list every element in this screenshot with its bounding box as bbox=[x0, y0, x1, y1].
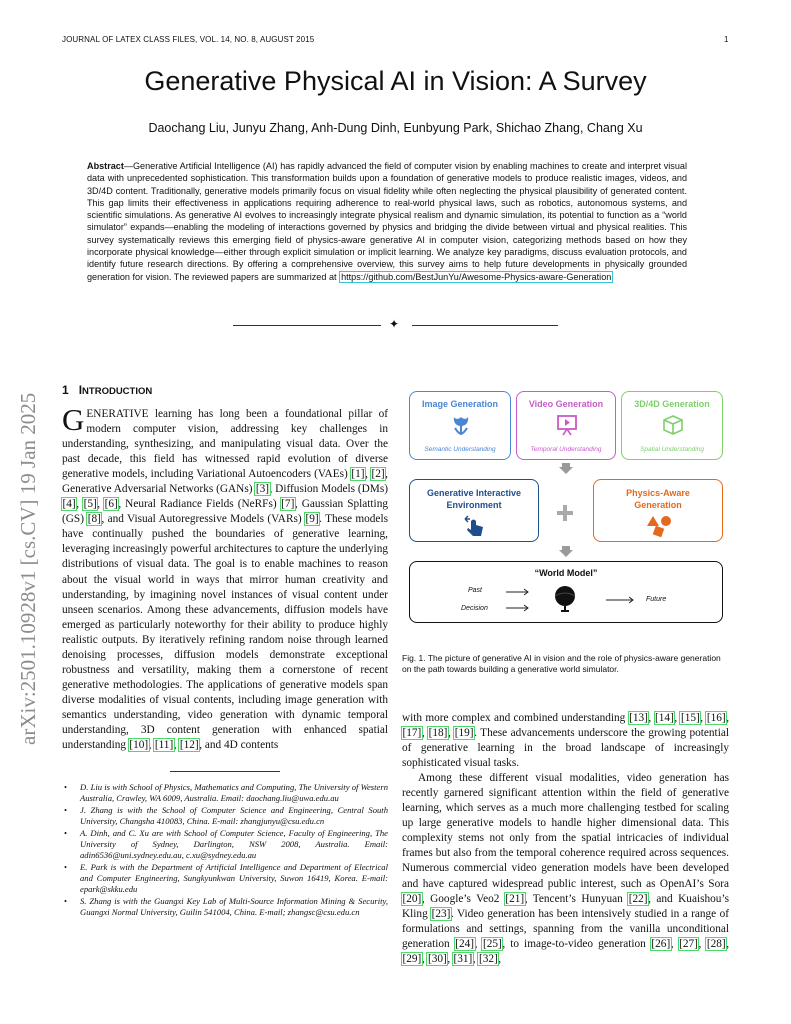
paper-title: Generative Physical AI in Vision: A Survey bbox=[144, 66, 647, 96]
gen3d-title: 3D/4D Generation bbox=[634, 399, 710, 409]
separator-rule-right bbox=[412, 325, 558, 326]
input-arrows-icon bbox=[506, 588, 532, 612]
separator-rule-left bbox=[233, 325, 381, 326]
citation[interactable]: [29] bbox=[402, 952, 422, 965]
citation[interactable]: [11] bbox=[154, 739, 174, 752]
citation[interactable]: [21] bbox=[505, 892, 525, 905]
past-label: Past bbox=[468, 587, 483, 594]
citation[interactable]: [5] bbox=[83, 498, 97, 511]
world-model-title: “World Model” bbox=[534, 568, 598, 578]
right-column-text bbox=[402, 711, 729, 967]
cube-icon bbox=[661, 414, 685, 436]
citation[interactable]: [14] bbox=[655, 712, 674, 724]
citation[interactable]: [13] bbox=[629, 712, 648, 724]
tulip-icon bbox=[449, 414, 473, 436]
citation[interactable]: [4] bbox=[62, 498, 76, 511]
video-generation-subtitle: Temporal Understanding bbox=[530, 446, 602, 453]
down-arrow-icon bbox=[559, 546, 573, 557]
footnote-item: • S. Zhang is with the Guangxi Key Lab of Multi-Source Information Mining & Security, Guangxi Normal University, Guilin 541004, China. E-mail; zhangsc@csu.edu.cn bbox=[62, 896, 388, 918]
footnote-item: • D. Liu is with School of Physics, Mathematics and Computing, The University of Western Australia, Crawley, WA 6009, Australia. Email: daochang.liu@uwa.edu.au bbox=[62, 782, 388, 804]
citation[interactable]: [12] bbox=[179, 739, 199, 752]
physics-title-line2: Generation bbox=[634, 500, 682, 510]
video-screen-icon bbox=[555, 414, 579, 436]
gen3d-subtitle: Spatial Understanding bbox=[640, 446, 704, 453]
continued-paragraph: with more complex and combined understanding [13], [14], [15], [16], [17], [18], [19]. These advancements underscore the growing potential of generative learning in the broad landscape of increasingly sophisticated visual tasks. bbox=[402, 712, 730, 770]
footnote-rule bbox=[170, 771, 280, 772]
image-generation-box bbox=[409, 391, 511, 460]
image-generation-title: Image Generation bbox=[421, 399, 499, 409]
physics-aware-box bbox=[593, 479, 723, 542]
plus-icon bbox=[557, 505, 573, 521]
citation[interactable]: [19] bbox=[454, 727, 474, 740]
abstract bbox=[87, 160, 687, 283]
citation[interactable]: [20] bbox=[402, 892, 422, 905]
video-generation-paragraph: Among these different visual modalities, video generation has recently garnered significant attention within the field of generative learning, which serves as a much more challenging testbed for scaling up large generative models to handle higher dimensional data. This complexity stems not only from the spatial intricacies of individual frames but also from the temporal coherence required across sequences. Numerous commercial video generation models have been developed and have captured widespread public interest, such as OpenAI’s Sora [20], Google’s Veo2 [21], Tencent’s Hunyuan [22], and Kuaishou’s Kling [23]. Video generation has been intensively studied in a range of formulations and settings, spanning from the vanilla unconditional generation [24], [25], to image-to-video generation [26], [27], [28], [29], [30], [31], [32], bbox=[402, 772, 730, 965]
citation[interactable]: [25] bbox=[482, 937, 502, 950]
interactive-title-line1: Generative Interactive bbox=[426, 488, 522, 498]
citation[interactable]: [15] bbox=[680, 712, 700, 724]
decision-label: Decision bbox=[461, 605, 488, 612]
figure-caption: Fig. 1. The picture of generative AI in vision and the role of physics-aware generation on the path towards building a generative world simulator. bbox=[402, 653, 721, 674]
section-title-initial: I bbox=[78, 383, 83, 397]
citation[interactable]: [7] bbox=[281, 498, 295, 511]
output-arrow-icon bbox=[606, 596, 636, 604]
image-generation-subtitle: Semantic Understanding bbox=[424, 446, 496, 453]
citation[interactable]: [26] bbox=[651, 937, 671, 950]
citation[interactable]: [6] bbox=[104, 498, 118, 511]
journal-header: JOURNAL OF LATEX CLASS FILES, VOL. 14, NO. 8, AUGUST 2015 bbox=[62, 35, 315, 44]
citation[interactable]: [3] bbox=[255, 483, 270, 496]
drop-cap: G bbox=[62, 402, 85, 437]
physics-title-line1: Physics-Aware bbox=[626, 488, 690, 498]
world-model-box bbox=[409, 561, 723, 623]
repository-link[interactable]: https://github.com/BestJunYu/Awesome-Physics-aware-Generation bbox=[341, 271, 612, 282]
citation[interactable]: [27] bbox=[679, 937, 698, 950]
author-list: Daochang Liu, Junyu Zhang, Anh-Dung Dinh, Eunbyung Park, Shichao Zhang, Chang Xu bbox=[148, 121, 643, 135]
hand-touch-icon bbox=[462, 515, 488, 537]
citation[interactable]: [16] bbox=[706, 712, 726, 724]
citation[interactable]: [10] bbox=[129, 739, 149, 752]
down-arrow-icon bbox=[559, 463, 573, 474]
affiliation-footnotes bbox=[62, 782, 388, 919]
citation[interactable]: [9] bbox=[305, 513, 319, 526]
interactive-title-line2: Environment bbox=[446, 500, 502, 510]
lead-word: ENERATIVE bbox=[86, 408, 149, 420]
video-generation-title: Video Generation bbox=[528, 399, 604, 409]
page-number: 1 bbox=[724, 35, 729, 44]
citation[interactable]: [28] bbox=[706, 937, 726, 950]
section-title-rest: NTRODUCTION bbox=[82, 386, 153, 397]
abstract-label: Abstract bbox=[87, 161, 124, 171]
citation[interactable]: [23] bbox=[431, 907, 451, 920]
future-label: Future bbox=[646, 596, 667, 603]
citation[interactable]: [31] bbox=[453, 952, 473, 965]
section-heading bbox=[62, 383, 152, 397]
footnote-item: • J. Zhang is with the School of Computer Science and Engineering, Central South University, Changsha 410083, China. E-mail: zhangjunyu@csu.edu.cn bbox=[62, 805, 388, 827]
citation[interactable]: [8] bbox=[87, 513, 101, 526]
citation[interactable]: [22] bbox=[628, 892, 648, 905]
citation[interactable]: [18] bbox=[428, 727, 448, 740]
citation[interactable]: [24] bbox=[455, 937, 475, 950]
footnote-item: • E. Park is with the Department of Artificial Intelligence and Department of Electrical and Computer Engineering, Sungkyunkwan University, Suwon 16419, Korea. E-mail: epark@skku.edu bbox=[62, 862, 388, 896]
section-number: 1 bbox=[62, 383, 69, 397]
footnote-item: • A. Dinh, and C. Xu are with School of Computer Science, Faculty of Engineering, The University of Sydney, Darlington, NSW 2008, Australia. Email: adin6536@uni.sydney.edu.au, c.xu@sydney.edu.au bbox=[62, 828, 388, 862]
citation[interactable]: [32] bbox=[478, 952, 498, 965]
citation[interactable]: [30] bbox=[427, 952, 447, 965]
globe-icon bbox=[553, 584, 577, 616]
citation[interactable]: [1] bbox=[351, 468, 365, 481]
video-generation-box bbox=[516, 391, 616, 460]
citation[interactable]: [17] bbox=[402, 727, 422, 740]
intro-paragraph: GENERATIVE learning has long been a foundational pillar of modern computer vision, addressing key challenges in understanding, synthesizing, and manipulating visual data. Over the past decade, this field has witnessed rapid evolution of diverse generative models, including Variational Autoencoders (VAEs) [1], [2], Generative Adversarial Networks (GANs) [3], Diffusion Models (DMs) [4], [5], [6], Neural Radiance Fields (NeRFs) [7], Gaussian Splatting (GS) [8], and Visual Autoregressive Models (VARs) [9]. These models have continually pushed the boundaries of generative learning, leveraging increasingly powerful architectures to capture the underlying distributions of visual data. The goal is to enable machines to reason about the visual world in ways that mirror human creativity and understanding, by imagining novel instances of visual content under unseen scenarios. Among these advancements, diffusion models have emerged as particularly noteworthy for their ability to produce highly realistic outputs. By iteratively refining random noise through learned denoising processes, diffusion models demonstrate exceptional robustness and versatility, making them a cornerstone of recent generative methodologies. The applications of generative models span diverse modalities of visual contents, including image generation with semantics understanding, video generation with dynamic temporal understanding, 3D content generation with enhanced spatial understanding [10], [11], [12], and 4D contents bbox=[62, 402, 388, 752]
arxiv-stamp[interactable]: arXiv:2501.10928v1 [cs.CV] 19 Jan 2025 bbox=[16, 392, 40, 745]
interactive-environment-box bbox=[409, 479, 539, 542]
shapes-icon bbox=[644, 514, 674, 538]
citation[interactable]: [2] bbox=[371, 468, 385, 481]
separator-ornament: ✦ bbox=[389, 317, 400, 331]
gen3d-box bbox=[621, 391, 723, 460]
abstract-text: —Generative Artificial Intelligence (AI) has rapidly advanced the field of computer vision by enabling machines to create and interpret visual data with unprecedented sophistication. This transformation builds upon a foundation of generative models to produce realistic images, videos, and 3D/4D content. Traditionally, generative models primarily focus on visual fidelity while often neglecting the physical plausibility of generated content. This gap limits their effectiveness in applications requiring adherence to real-world physical laws, such as robotics, autonomous systems, and scientific simulations. As generative AI evolves to increasingly integrate physical realism and dynamic simulation, its potential to function as a “world simulator” expands—enabling the modeling of interactions governed by physics and bridging the divide between virtual and physical realities. This survey systematically reviews this emerging field of physics-aware generative AI in computer vision, categorizing methods based on how they incorporate physical knowledge—either through explicit simulation or implicit learning. We analyze key paradigms, discuss evaluation protocols, and identify future research directions. By offering a comprehensive overview, this survey aims to help future developments in physically grounded generation for vision. The reviewed papers are summarized at bbox=[87, 161, 687, 282]
